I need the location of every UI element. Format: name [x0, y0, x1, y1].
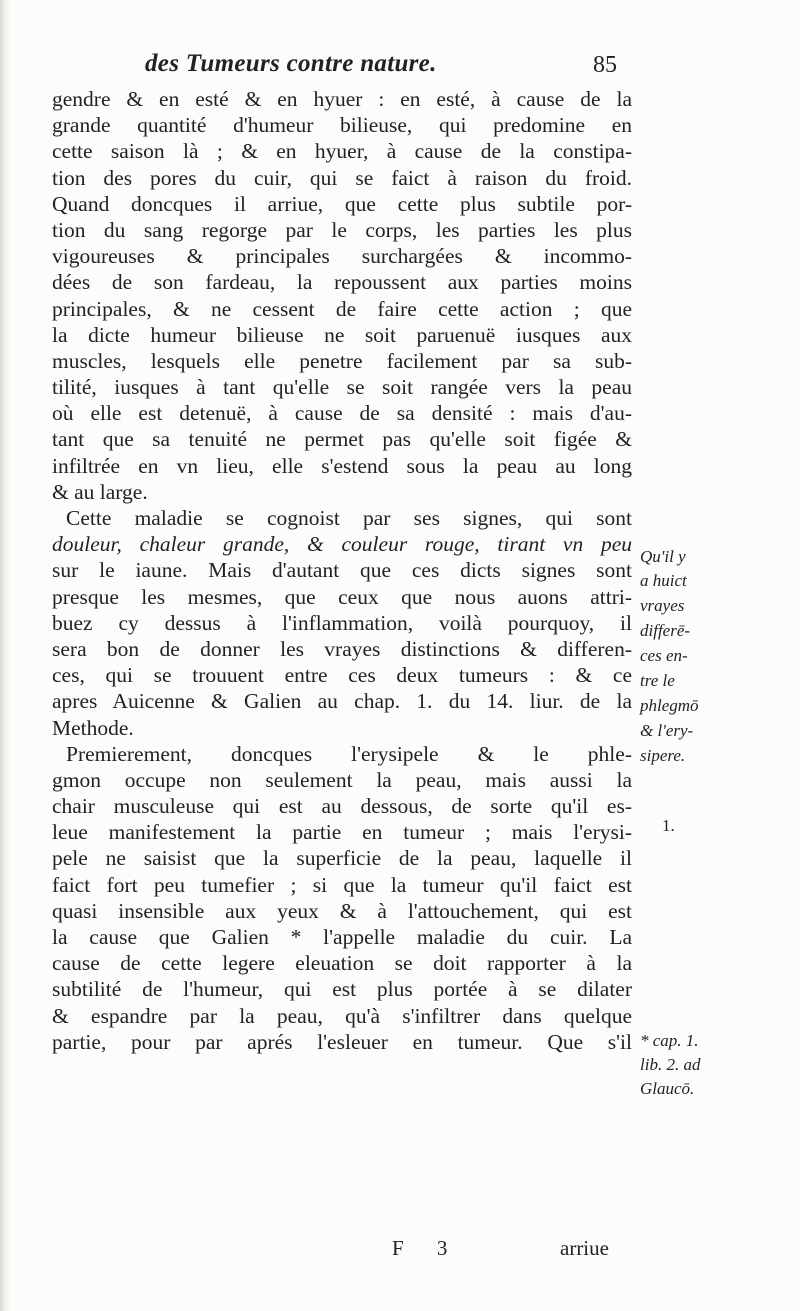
text-line: & espandre par la peau, qu'à s'infiltrer dans quelque: [52, 1003, 632, 1028]
text-line: quasi insensible aux yeux & à l'attouchement, qui est: [52, 898, 632, 923]
text-line: Premierement, doncques l'erysipele & le phle-: [66, 741, 632, 766]
margin-note: Qu'il y: [640, 547, 686, 566]
signature-mark: F 3: [392, 1236, 462, 1260]
margin-note: tre le: [640, 671, 675, 690]
margin-note: sipere.: [640, 746, 686, 765]
text-line: douleur, chaleur grande, & couleur rouge, tirant vn peu: [52, 532, 632, 557]
margin-note: 1.: [662, 816, 675, 835]
catchword: arriue: [560, 1236, 609, 1260]
text-line: tion du sang regorge par le corps, les parties les plus: [52, 217, 632, 242]
text-line: tion des pores du cuir, qui se faict à raison du froid.: [52, 165, 632, 190]
text-line: la cause que Galien * l'appelle maladie du cuir. La: [52, 925, 632, 949]
margin-note: differē-: [640, 621, 691, 640]
page-number: 85: [593, 52, 617, 78]
margin-note: a huict: [640, 571, 687, 590]
page-footer: [0, 1236, 800, 1266]
text-line: apres Auicenne & Galien au chap. 1. du 14. liur. de la: [52, 689, 632, 714]
text-line: cause de cette legere eleuation se doit rapporter à la: [52, 951, 632, 976]
text-line: infiltrée en vn lieu, elle s'estend sous la peau au long: [52, 453, 632, 478]
margin-note: vrayes: [640, 596, 685, 615]
text-line: presque les mesmes, que ceux que nous auons attri-: [52, 584, 632, 609]
text-line: grande quantité d'humeur bilieuse, qui predomine en: [52, 113, 632, 138]
text-line: gmon occupe non seulement la peau, mais aussi la: [52, 767, 632, 792]
text-line: principales, & ne cessent de faire cette action ; que: [52, 296, 632, 321]
text-line: Cette maladie se cognoist par ses signes, qui sont: [66, 506, 632, 530]
text-line: muscles, lesquels elle penetre facilement par sa sub-: [52, 348, 632, 373]
text-line: vigoureuses & principales surchargées & incommo-: [52, 244, 632, 269]
text-line: où elle est detenuë, à cause de sa densité : mais d'au-: [52, 401, 632, 426]
text-line: & au large.: [52, 479, 148, 504]
text-line: pele ne saisist que la superficie de la peau, laquelle il: [52, 846, 632, 871]
text-line: gendre & en esté & en hyuer : en esté, à cause de la: [52, 87, 632, 111]
text-line: faict fort peu tumefier ; si que la tumeur qu'il faict est: [52, 872, 632, 897]
text-line: cette saison là ; & en hyuer, à cause de la constipa-: [52, 139, 632, 164]
text-line: sur le iaune. Mais d'autant que ces dicts signes sont: [52, 558, 632, 583]
text-line: Methode.: [52, 715, 134, 740]
text-line: chair musculeuse qui est au dessous, de sorte qu'il es-: [52, 794, 632, 819]
main-text-block: [52, 86, 632, 1055]
text-line: sera bon de donner les vrayes distinctions & differen-: [52, 636, 632, 661]
running-head: des Tumeurs contre nature.: [145, 50, 437, 77]
margin-note: phlegmō: [640, 696, 699, 715]
page-left-edge-shadow: [0, 0, 10, 1311]
margin-note: * cap. 1.: [640, 1031, 699, 1050]
text-line: subtilité de l'humeur, qui est plus portée à se dilater: [52, 977, 632, 1002]
text-line: leue manifestement la partie en tumeur ; mais l'erysi-: [52, 820, 632, 845]
margin-note: Glaucō.: [640, 1079, 695, 1098]
text-line: tilité, iusques à tant qu'elle se soit rangée vers la peau: [52, 375, 632, 400]
margin-note: & l'ery-: [640, 721, 694, 740]
text-line: ces, qui se trouuent entre ces deux tumeurs : & ce: [52, 663, 632, 688]
text-line: partie, pour par aprés l'esleuer en tumeur. Que s'il: [52, 1029, 632, 1054]
text-line: buez cy dessus à l'inflammation, voilà pourquoy, il: [52, 610, 632, 635]
page-header: [0, 50, 800, 84]
margin-note: ces en-: [640, 646, 688, 665]
text-line: la dicte humeur bilieuse ne soit paruenuë iusques aux: [52, 322, 632, 347]
margin-note: lib. 2. ad: [640, 1055, 701, 1074]
text-line: dées de son fardeau, la repoussent aux parties moins: [52, 270, 632, 295]
text-line: tant que sa tenuité ne permet pas qu'elle soit figée &: [52, 427, 632, 452]
text-line: Quand doncques il arriue, que cette plus subtile por-: [52, 191, 632, 216]
